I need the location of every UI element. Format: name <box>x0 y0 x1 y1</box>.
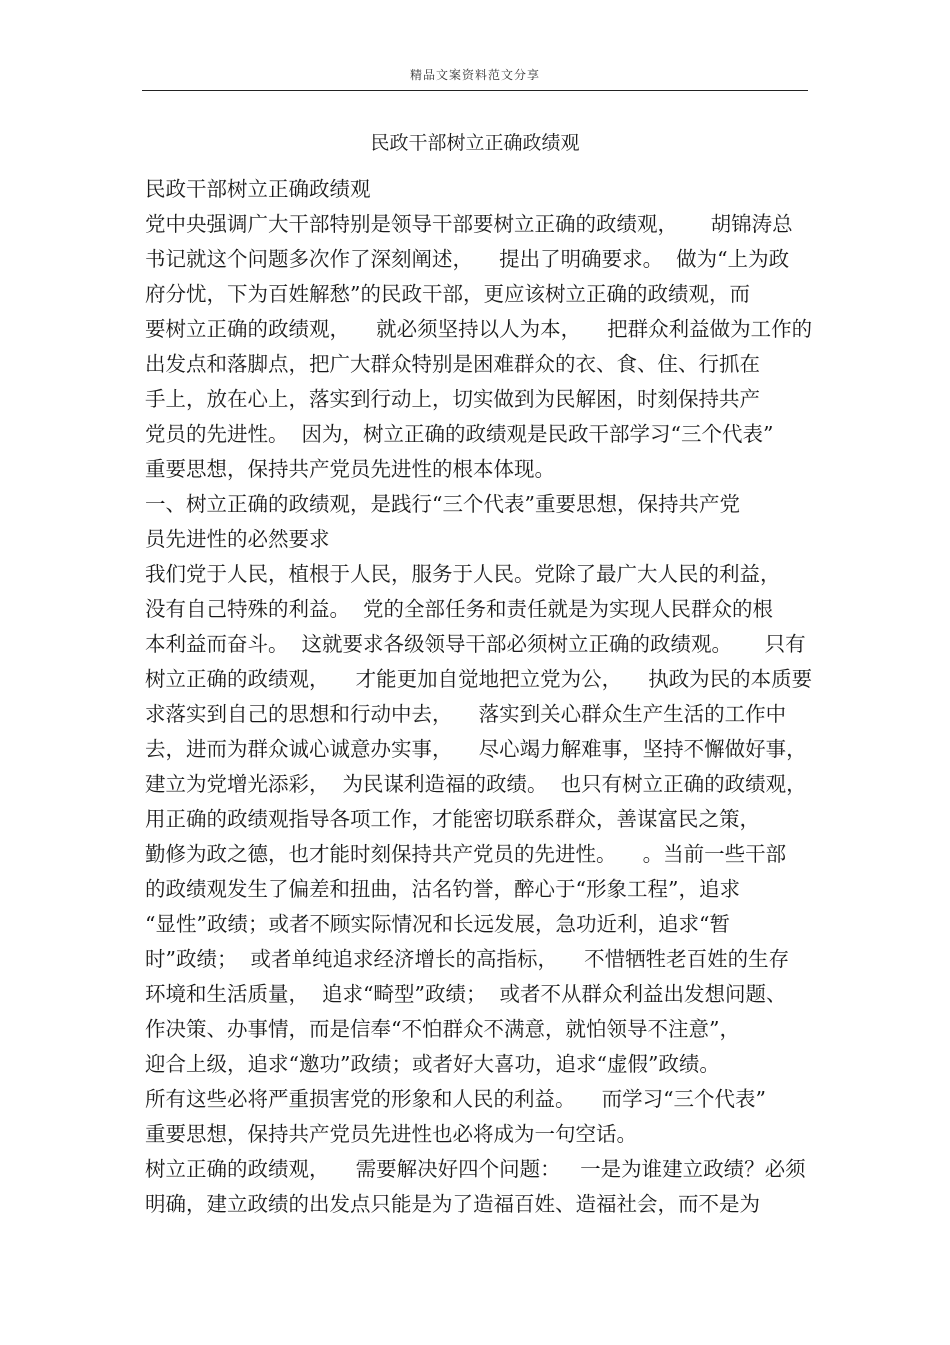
text-line: 迎合上级，追求“邀功”政绩；或者好大喜功，追求“虚假”政绩。 <box>145 1052 720 1076</box>
page-header: 精品文案资料范文分享 <box>409 68 540 82</box>
text-line: 党员的先进性。 因为，树立正确的政绩观是民政干部学习“三个代表” <box>145 422 774 446</box>
text-line: 的政绩观发生了偏差和扭曲，沽名钓誉，醉心于“形象工程”，追求 <box>145 877 740 901</box>
text-line: 求落实到自己的思想和行动中去， 落实到关心群众生产生活的工作中 <box>145 702 787 726</box>
text-line: 树立正确的政绩观， 才能更加自觉地把立党为公， 执政为民的本质要 <box>145 667 813 691</box>
text-line: 环境和生活质量， 追求“畸型”政绩； 或者不从群众利益出发想问题、 <box>145 982 787 1006</box>
text-line: 重要思想，保持共产党员先进性的根本体现。 <box>145 457 555 481</box>
text-line: 本利益而奋斗。 这就要求各级领导干部必须树立正确的政绩观。 只有 <box>145 632 806 656</box>
text-line: 去，进而为群众诚心诚意办实事， 尽心竭力解难事，坚持不懈做好事， <box>145 737 807 761</box>
text-line: 勤修为政之德，也才能时刻保持共产党员的先进性。 。当前一些干部 <box>145 842 787 866</box>
text-line: 时”政绩； 或者单纯追求经济增长的高指标， 不惜牺牲老百姓的生存 <box>145 947 790 971</box>
text-line: 没有自己特殊的利益。 党的全部任务和责任就是为实现人民群众的根 <box>145 597 774 621</box>
text-line: 要树立正确的政绩观， 就必须坚持以人为本， 把群众利益做为工作的 <box>145 317 813 341</box>
text-line: 我们党于人民，植根于人民，服务于人民。党除了最广大人民的利益， <box>145 562 781 586</box>
document-title: 民政干部树立正确政绩观 <box>370 132 580 154</box>
text-line: 建立为党增光添彩， 为民谋利造福的政绩。 也只有树立正确的政绩观， <box>145 772 807 796</box>
text-line: 民政干部树立正确政绩观 <box>145 177 371 201</box>
text-line: 出发点和落脚点，把广大群众特别是困难群众的衣、食、住、行抓在 <box>145 352 760 376</box>
text-line: 所有这些必将严重损害党的形象和人民的利益。 而学习“三个代表” <box>145 1087 767 1111</box>
text-line: 用正确的政绩观指导各项工作，才能密切联系群众，善谋富民之策， <box>145 807 760 831</box>
text-line: 重要思想，保持共产党员先进性也必将成为一句空话。 <box>145 1122 637 1146</box>
text-line: 作决策、办事情，而是信奉“不怕群众不满意，就怕领导不注意”， <box>145 1017 740 1041</box>
text-line: “显性”政绩；或者不顾实际情况和长远发展，急功近利，追求“暂 <box>145 912 730 936</box>
text-line: 一、树立正确的政绩观，是践行“三个代表”重要思想，保持共产党 <box>145 492 740 516</box>
text-line: 明确，建立政绩的出发点只能是为了造福百姓、造福社会，而不是为 <box>145 1192 760 1216</box>
header-divider <box>142 90 808 91</box>
text-line: 书记就这个问题多次作了深刻阐述， 提出了明确要求。 做为“上为政 <box>145 247 790 271</box>
text-line: 党中央强调广大干部特别是领导干部要树立正确的政绩观， 胡锦涛总 <box>145 212 793 236</box>
document-body <box>145 172 813 1222</box>
text-line: 员先进性的必然要求 <box>145 527 330 551</box>
text-line: 府分忧，下为百姓解愁”的民政干部，更应该树立正确的政绩观，而 <box>145 282 750 306</box>
text-line: 手上，放在心上，落实到行动上，切实做到为民解困，时刻保持共产 <box>145 387 760 411</box>
text-line: 树立正确的政绩观， 需要解决好四个问题： 一是为谁建立政绩？必须 <box>145 1157 806 1181</box>
